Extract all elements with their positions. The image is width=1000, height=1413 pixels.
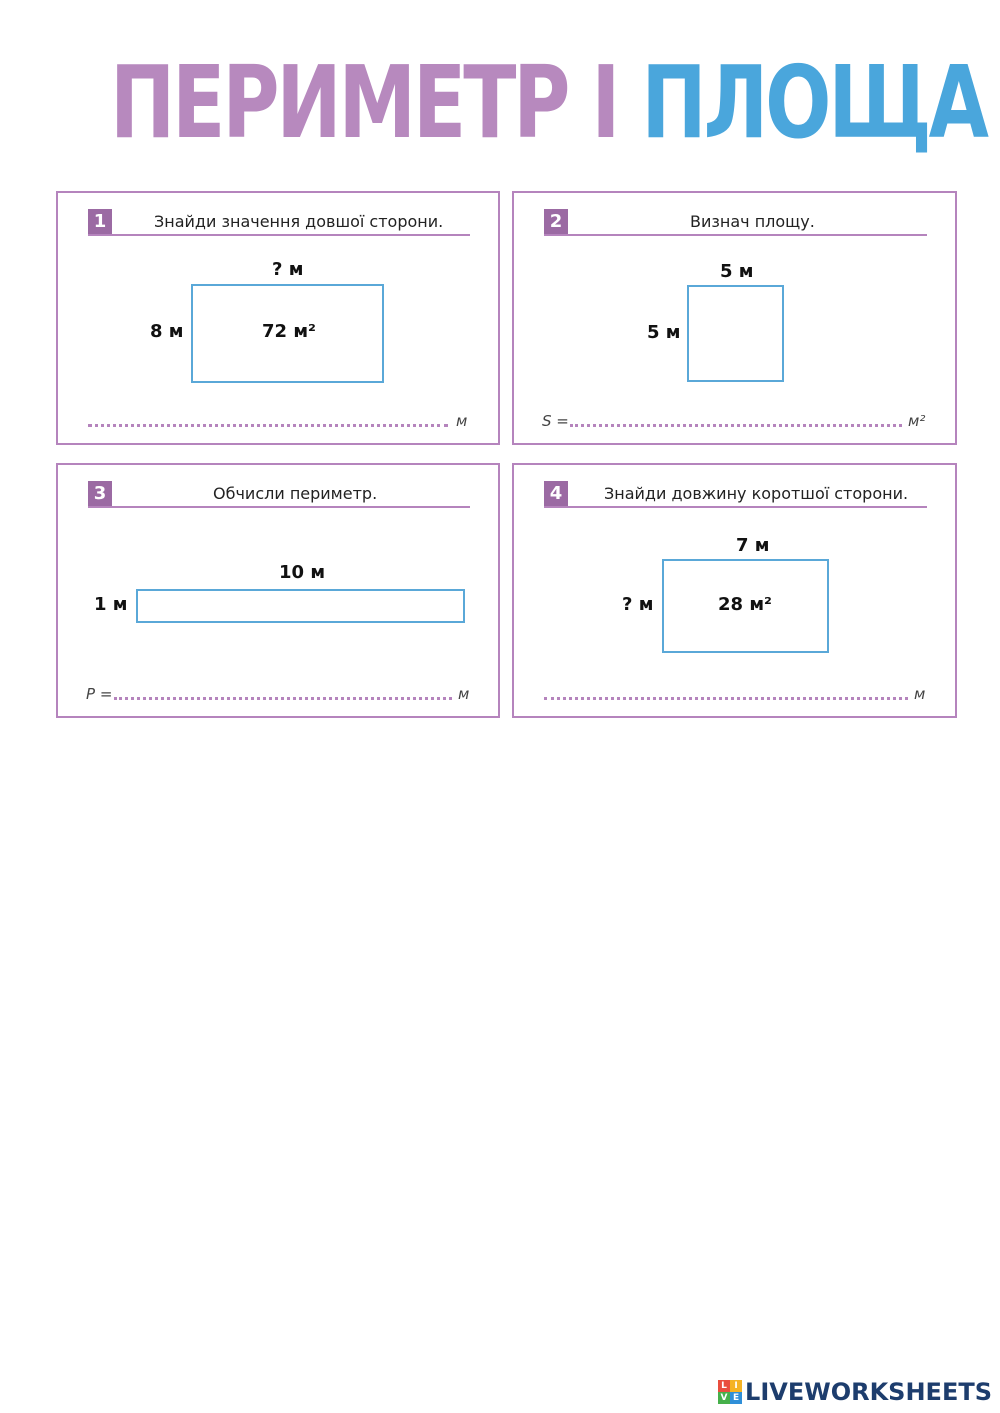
task-card-2 — [512, 191, 957, 445]
task-instruction: Знайди значення довшої сторони. — [154, 212, 444, 231]
answer-unit: м² — [908, 412, 926, 430]
area-label: 28 м² — [718, 594, 772, 615]
answer-dotted-line[interactable] — [570, 424, 902, 427]
page-title — [110, 44, 986, 161]
left-side-label: 8 м — [150, 321, 184, 342]
task-card-4 — [512, 463, 957, 718]
answer-prefix: P = — [86, 685, 113, 703]
task-card-1 — [56, 191, 500, 445]
task-number-badge: 1 — [88, 209, 112, 235]
logo-icon-letter: L — [718, 1380, 730, 1392]
area-label: 72 м² — [262, 321, 316, 342]
top-side-label: ? м — [272, 259, 304, 280]
answer-dotted-line[interactable] — [88, 424, 448, 427]
header-underline — [88, 234, 470, 236]
answer-unit: м — [914, 685, 926, 703]
logo-icon-letter: E — [730, 1392, 742, 1404]
title-word-perimeter: ПЕРИМЕТР І — [110, 44, 618, 161]
square-figure — [687, 285, 784, 382]
task-number-badge: 3 — [88, 481, 112, 507]
logo-icon-letter: I — [730, 1380, 742, 1392]
rectangle-figure — [136, 589, 465, 623]
task-number-badge: 4 — [544, 481, 568, 507]
liveworksheets-logo — [718, 1377, 992, 1407]
left-side-label: 5 м — [647, 322, 681, 343]
task-instruction: Визнач площу. — [690, 212, 815, 231]
answer-line[interactable] — [86, 683, 476, 705]
top-side-label: 5 м — [720, 261, 754, 282]
answer-dotted-line[interactable] — [544, 697, 908, 700]
answer-line[interactable] — [542, 683, 937, 705]
answer-dotted-line[interactable] — [114, 697, 452, 700]
answer-unit: м — [456, 412, 468, 430]
logo-icon-letter: V — [718, 1392, 730, 1404]
task-card-3 — [56, 463, 500, 718]
task-number-badge: 2 — [544, 209, 568, 235]
top-side-label: 7 м — [736, 535, 770, 556]
answer-prefix: S = — [542, 412, 569, 430]
title-word-area: ПЛОЩА — [641, 44, 986, 161]
liveworksheets-logo-icon — [718, 1380, 742, 1404]
header-underline — [544, 234, 927, 236]
left-side-label: ? м — [622, 594, 654, 615]
task-instruction: Обчисли периметр. — [213, 484, 378, 503]
answer-unit: м — [458, 685, 470, 703]
top-side-label: 10 м — [279, 562, 326, 583]
liveworksheets-logo-text: LIVEWORKSHEETS — [745, 1378, 992, 1406]
answer-line[interactable] — [86, 410, 476, 432]
task-instruction: Знайди довжину коротшої сторони. — [604, 484, 909, 503]
header-underline — [88, 506, 470, 508]
left-side-label: 1 м — [94, 594, 128, 615]
answer-line[interactable] — [542, 410, 937, 432]
header-underline — [544, 506, 927, 508]
